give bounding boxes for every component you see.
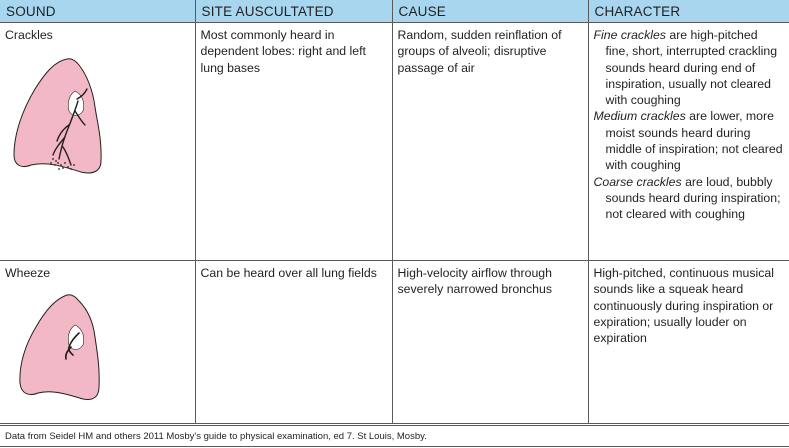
cause-cell: High-velocity airflow through severely narrowed bronchus xyxy=(392,261,588,424)
site-cell: Can be heard over all lung fields xyxy=(195,261,392,424)
character-cell xyxy=(588,23,789,261)
source-footnote: Data from Seidel HM and others 2011 Mosby's guide to physical examination, ed 7. St Louis, Mosby. xyxy=(0,425,789,447)
cause-cell: Random, sudden reinflation of groups of alveoli; disruptive passage of air xyxy=(392,23,588,261)
crackles-lung-illustration xyxy=(5,51,115,181)
character-cell: High-pitched, continuous musical sounds like a squeak heard continuously during inspiration or expiration; usually louder on expiration xyxy=(588,261,789,424)
coarse-crackles-description: Coarse crackles are loud, bubbly sounds heard during inspiration; not cleared with coughing xyxy=(593,174,781,222)
header-sound: SOUND xyxy=(0,0,195,23)
fine-crackles-description: Fine crackles are high-pitched fine, short, interrupted crackling sounds heard during end of inspiration, usually not cleared with coughing xyxy=(593,28,778,108)
coarse-crackles-term: Coarse crackles xyxy=(593,174,682,189)
lung-shape xyxy=(20,295,99,400)
header-site: SITE AUSCULTATED xyxy=(195,0,392,23)
wheeze-lung-illustration xyxy=(5,289,115,414)
table-row xyxy=(0,23,789,261)
sound-label: Crackles xyxy=(5,28,53,42)
sound-cell xyxy=(0,261,195,424)
header-character: CHARACTER xyxy=(588,0,789,23)
sound-cell xyxy=(0,23,195,261)
header-row xyxy=(0,0,789,23)
lung-shape xyxy=(14,59,101,173)
fine-crackles-term: Fine crackles xyxy=(593,28,666,42)
header-cause: CAUSE xyxy=(392,0,588,23)
medium-crackles-term: Medium crackles xyxy=(593,109,686,124)
medium-crackles-description: Medium crackles are lower, more moist sounds heard during middle of inspiration; not cleared with coughing xyxy=(593,109,783,173)
table-row xyxy=(0,261,789,424)
site-cell: Most commonly heard in dependent lobes: right and left lung bases xyxy=(195,23,392,261)
sound-label: Wheeze xyxy=(5,266,51,280)
